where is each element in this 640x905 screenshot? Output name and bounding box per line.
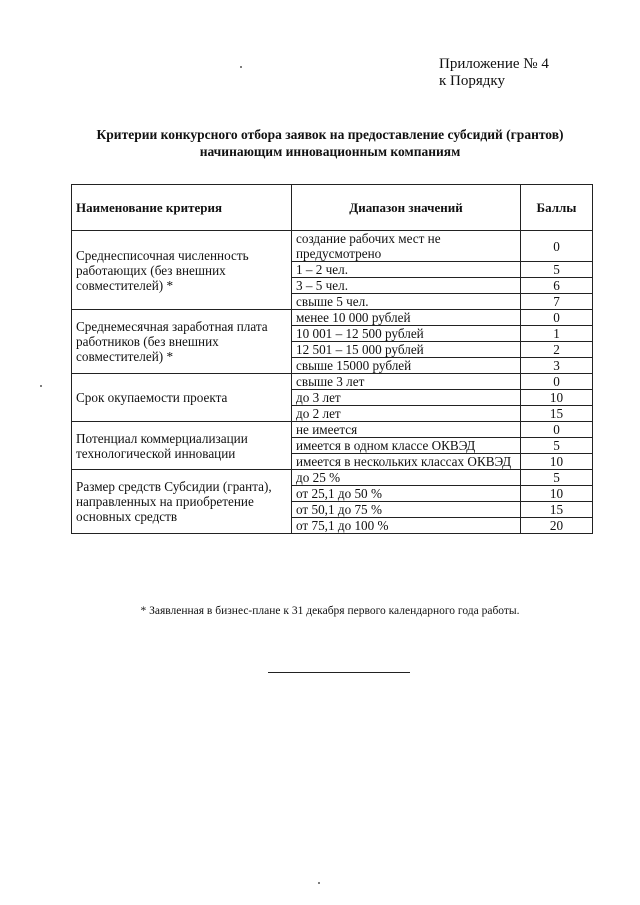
score-value: 10	[521, 390, 593, 406]
scan-speck	[318, 882, 320, 884]
range-value: не имеется	[292, 422, 521, 438]
range-value: до 25 %	[292, 470, 521, 486]
range-value: 10 001 – 12 500 рублей	[292, 326, 521, 342]
range-value: создание рабочих мест не предусмотрено	[292, 231, 521, 262]
score-value: 10	[521, 454, 593, 470]
header-criterion: Наименование критерия	[72, 185, 292, 231]
range-value: свыше 3 лет	[292, 374, 521, 390]
range-value: имеется в одном классе ОКВЭД	[292, 438, 521, 454]
score-value: 0	[521, 374, 593, 390]
score-value: 5	[521, 438, 593, 454]
range-value: имеется в нескольких классах ОКВЭД	[292, 454, 521, 470]
table-row	[72, 422, 593, 438]
range-value: от 50,1 до 75 %	[292, 502, 521, 518]
document-title: Критерии конкурсного отбора заявок на предоставление субсидий (грантов) начинающим инновационным компаниям	[96, 127, 564, 159]
score-value: 3	[521, 358, 593, 374]
score-value: 2	[521, 342, 593, 358]
range-value: 3 – 5 чел.	[292, 278, 521, 294]
criteria-table-body	[72, 231, 593, 534]
criterion-name: Среднесписочная численность работающих (без внешних совместителей) *	[72, 231, 292, 310]
range-value: свыше 5 чел.	[292, 294, 521, 310]
range-value: 1 – 2 чел.	[292, 262, 521, 278]
header-score: Баллы	[521, 185, 593, 231]
criterion-name: Потенциал коммерциализации технологической инновации	[72, 422, 292, 470]
range-value: 12 501 – 15 000 рублей	[292, 342, 521, 358]
range-value: до 2 лет	[292, 406, 521, 422]
appendix-number: Приложение № 4	[439, 56, 549, 72]
signature-line	[268, 672, 410, 673]
score-value: 1	[521, 326, 593, 342]
score-value: 0	[521, 310, 593, 326]
score-value: 20	[521, 518, 593, 534]
range-value: свыше 15000 рублей	[292, 358, 521, 374]
score-value: 15	[521, 502, 593, 518]
scan-speck	[40, 385, 42, 387]
range-value: от 75,1 до 100 %	[292, 518, 521, 534]
range-value: от 25,1 до 50 %	[292, 486, 521, 502]
scan-speck	[240, 66, 242, 68]
score-value: 6	[521, 278, 593, 294]
table-row	[72, 231, 593, 262]
footnote: * Заявленная в бизнес-плане к 31 декабря первого календарного года работы.	[140, 605, 520, 617]
criterion-name: Размер средств Субсидии (гранта), направленных на приобретение основных средств	[72, 470, 292, 534]
appendix-reference	[439, 56, 549, 90]
range-value: до 3 лет	[292, 390, 521, 406]
table-row	[72, 470, 593, 486]
appendix-order-ref: к Порядку	[439, 73, 505, 89]
score-value: 10	[521, 486, 593, 502]
score-value: 15	[521, 406, 593, 422]
score-value: 7	[521, 294, 593, 310]
score-value: 0	[521, 422, 593, 438]
criteria-table	[71, 184, 593, 534]
score-value: 0	[521, 231, 593, 262]
score-value: 5	[521, 470, 593, 486]
header-range: Диапазон значений	[292, 185, 521, 231]
table-header-row	[72, 185, 593, 231]
criterion-name: Среднемесячная заработная плата работников (без внешних совместителей) *	[72, 310, 292, 374]
score-value: 5	[521, 262, 593, 278]
table-row	[72, 374, 593, 390]
range-value: менее 10 000 рублей	[292, 310, 521, 326]
criterion-name: Срок окупаемости проекта	[72, 374, 292, 422]
table-row	[72, 310, 593, 326]
